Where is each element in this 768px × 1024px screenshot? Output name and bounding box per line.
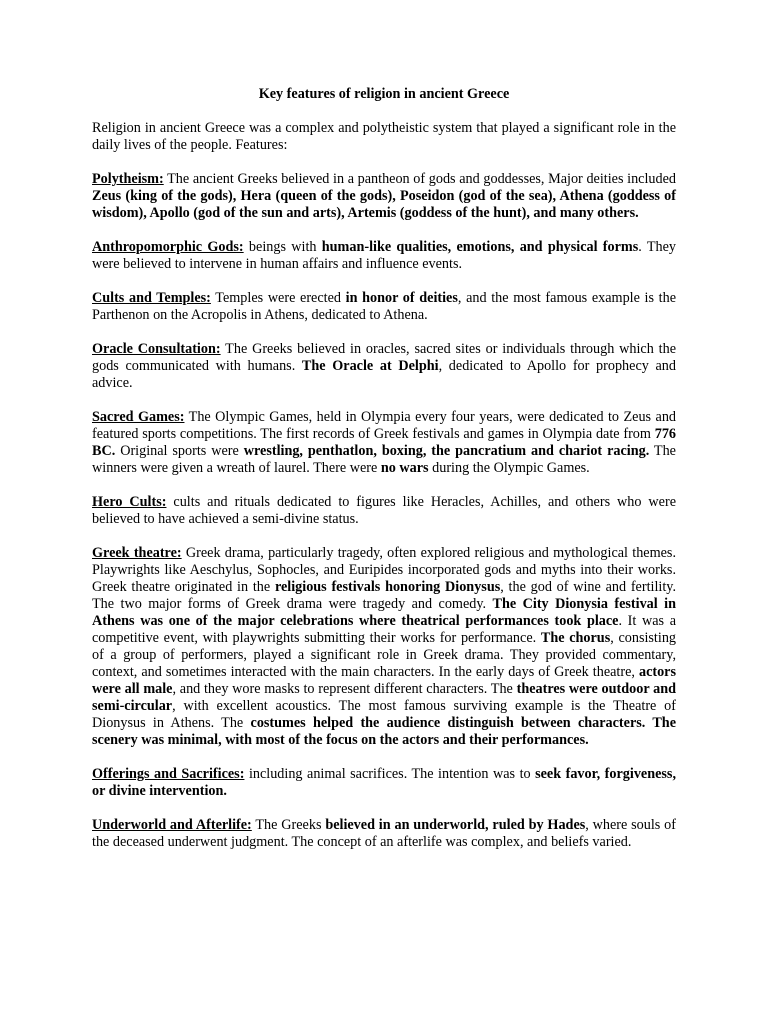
intro-paragraph: Religion in ancient Greece was a complex and polytheistic system that played a significant role in the daily lives of the people. Features: <box>92 120 676 153</box>
section-text: Temples were erected <box>210 290 346 306</box>
section-cults-and-temples <box>92 290 676 324</box>
section-bold-text: The chorus <box>540 630 611 646</box>
section-text: , the god of wine and fertility. The two major forms of Greek drama were tragedy and comedy. <box>92 579 677 612</box>
section-text: The Olympic Games, held in Olympia every four years, were dedicated to Zeus and featured sports competitions. The first records of Greek festivals and games in Olympia date from <box>92 409 677 442</box>
section-anthropomorphic-gods <box>92 239 676 273</box>
section-text: , consisting of a group of performers, played a significant role in Greek drama. They provided commentary, context, and sometimes interacted with the main characters. In the early days of Greek theatre, <box>92 630 677 680</box>
section-text: , and the most famous example is the Parthenon on the Acropolis in Athens, dedicated to Athena. <box>92 290 677 323</box>
section-bold-text: wrestling, penthatlon, boxing, the pancratium and chariot racing. <box>243 443 650 459</box>
section-text: including animal sacrifices. The intention was to <box>244 766 536 782</box>
section-bold-text: seek favor, forgiveness, or divine intervention. <box>92 766 676 799</box>
section-hero-cults <box>92 494 676 528</box>
document-title: Key features of religion in ancient Greece <box>258 86 510 102</box>
section-offerings-and-sacrifices <box>92 766 676 800</box>
section-bold-text: in honor of deities <box>345 290 458 306</box>
section-heading: Underworld and Afterlife: <box>92 817 252 833</box>
section-text: Original sports were <box>115 443 244 459</box>
section-text: during the Olympic Games. <box>428 460 590 476</box>
section-text: The winners were given a wreath of laurel. There were <box>92 443 676 476</box>
section-bold-text: The City Dionysia festival in Athens was one of the major celebrations where theatrical performances took place <box>92 596 676 629</box>
section-heading: Hero Cults: <box>92 494 167 510</box>
section-text: cults and rituals dedicated to figures like Heracles, Achilles, and others who were believed to have achieved a semi-divine status. <box>92 494 676 527</box>
section-bold-text: religious festivals honoring Dionysus <box>274 579 501 595</box>
section-bold-text: actors were all male <box>92 664 676 697</box>
section-underworld-and-afterlife <box>92 817 676 851</box>
section-heading: Polytheism: <box>92 171 164 187</box>
section-text: Greek drama, particularly tragedy, often explored religious and mythological themes. Playwrights like Aeschylus, Sophocles, and Euripides incorporated gods and myths into their works. Greek theatre originated in the <box>92 545 676 595</box>
section-text: , where souls of the deceased underwent judgment. The concept of an afterlife was complex, and beliefs varied. <box>92 817 676 850</box>
section-text: , dedicated to Apollo for prophecy and advice. <box>92 358 676 391</box>
section-bold-text: Zeus (king of the gods), Hera (queen of the gods), Poseidon (god of the sea), Athena (goddess of wisdom), Apollo (god of the sun and arts), Artemis (goddess of the hunt), and many others. <box>92 188 676 221</box>
section-sacred-games <box>92 409 676 477</box>
section-text: , and they wore masks to represent different characters. The <box>172 681 517 697</box>
document-page <box>92 86 676 868</box>
section-text: beings with <box>243 239 322 255</box>
section-heading: Sacred Games: <box>92 409 185 425</box>
section-text: . It was a competitive event, with playwrights submitting their works for performance. <box>92 613 676 646</box>
section-oracle-consultation <box>92 341 676 392</box>
section-bold-text: no wars <box>380 460 429 476</box>
section-bold-text: 776 BC. <box>92 426 676 459</box>
section-text: The Greeks believed in oracles, sacred sites or individuals through which the gods communicated with humans. <box>92 341 676 374</box>
section-heading: Oracle Consultation: <box>92 341 221 357</box>
section-bold-text: believed in an underworld, ruled by Hades <box>325 817 586 833</box>
section-heading: Offerings and Sacrifices: <box>92 766 245 782</box>
section-bold-text: costumes helped the audience distinguish between characters. The scenery was minimal, with most of the focus on the actors and their performances. <box>92 715 676 748</box>
section-heading: Greek theatre: <box>92 545 182 561</box>
section-bold-text: human-like qualities, emotions, and physical forms <box>321 239 639 255</box>
section-text: , with excellent acoustics. The most famous surviving example is the Theatre of Dionysus in Athens. The <box>92 698 676 731</box>
section-greek-theatre <box>92 545 676 749</box>
section-text: . They were believed to intervene in human affairs and influence events. <box>92 239 676 272</box>
section-bold-text: The Oracle at Delphi <box>301 358 439 374</box>
section-text: The ancient Greeks believed in a pantheon of gods and goddesses, Major deities included <box>163 171 676 187</box>
section-text: The Greeks <box>251 817 326 833</box>
section-polytheism <box>92 171 676 222</box>
section-bold-text: theatres were outdoor and semi-circular <box>92 681 676 714</box>
section-heading: Cults and Temples: <box>92 290 211 306</box>
section-heading: Anthropomorphic Gods: <box>92 239 244 255</box>
